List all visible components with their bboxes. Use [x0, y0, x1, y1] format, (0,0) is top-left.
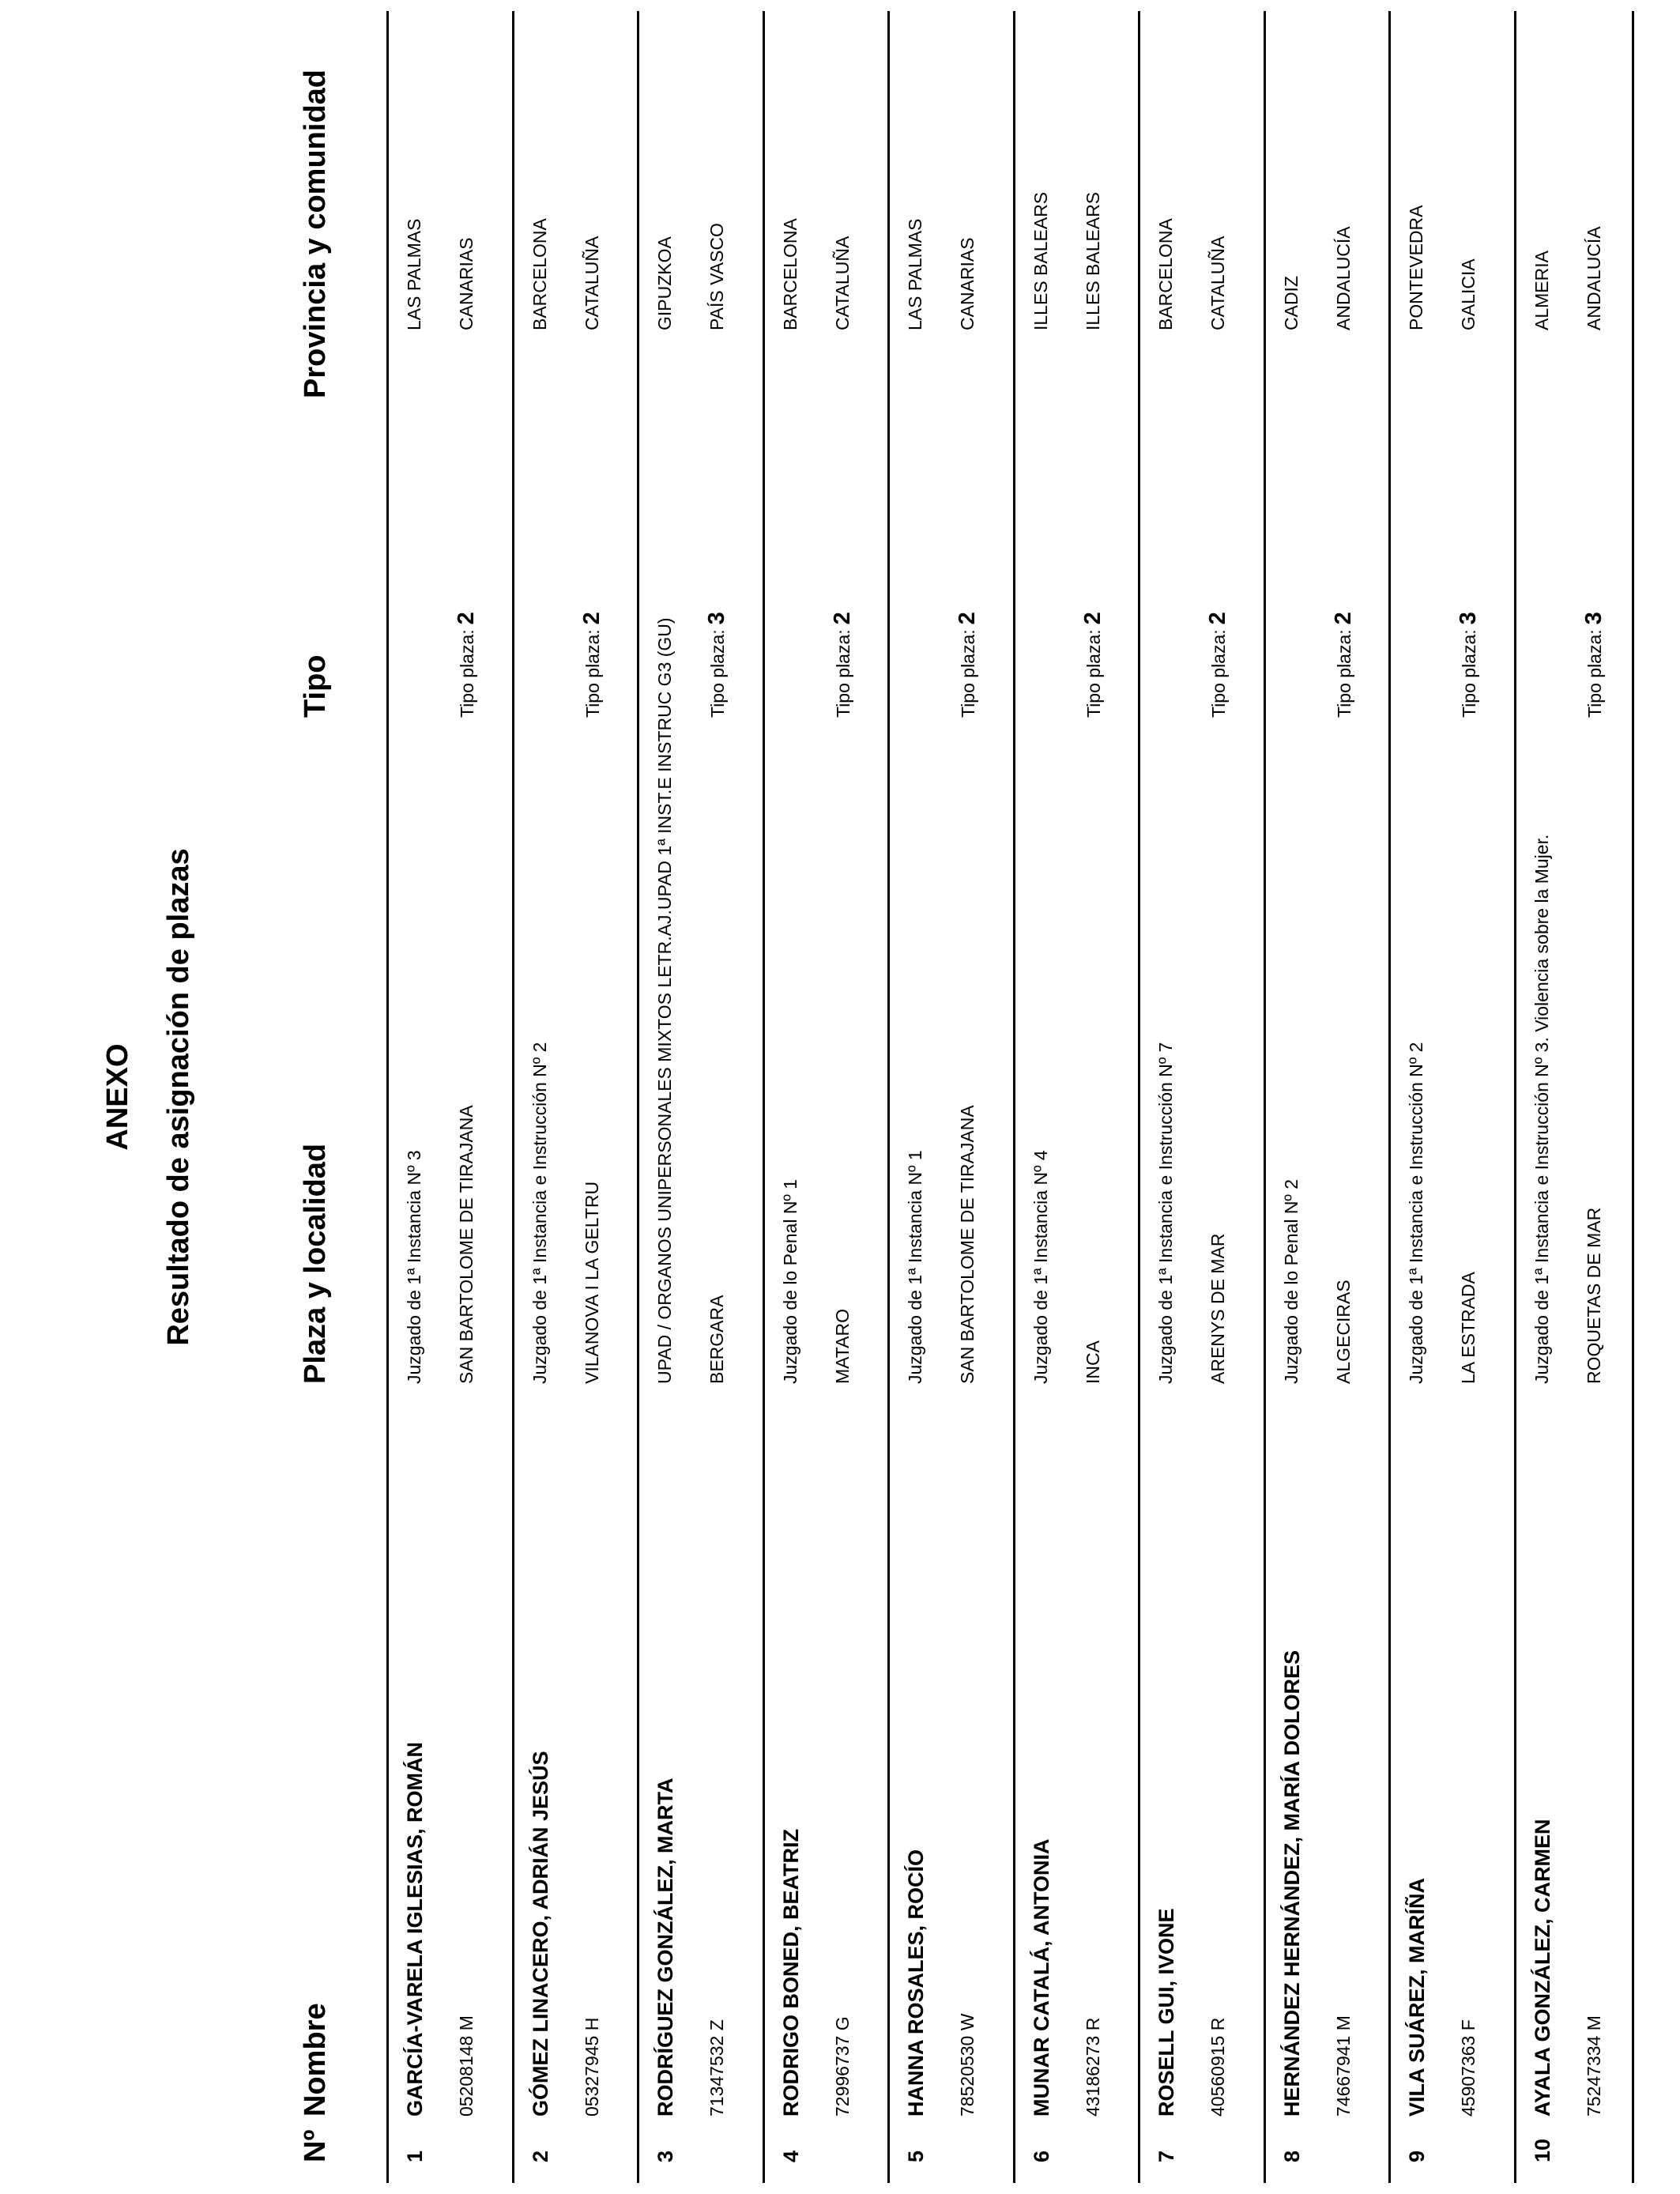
- table-row: [1388, 0, 1512, 2194]
- page-title: ANEXO: [101, 1043, 134, 1151]
- provincia: BARCELONA: [1155, 218, 1176, 330]
- tipo-plaza-label: Tipo plaza:: [457, 629, 477, 718]
- person-id: 71347532 Z: [706, 2019, 727, 2117]
- column-header-nombre: Nombre: [299, 2003, 332, 2117]
- tipo-plaza: [1080, 612, 1106, 718]
- table-row: [1514, 0, 1637, 2194]
- person-name: RODRÍGUEZ GONZÁLEZ, MARTA: [654, 1777, 677, 2117]
- row-divider: [512, 11, 514, 2183]
- person-name: HANNA ROSALES, ROCÍO: [904, 1849, 928, 2117]
- row-divider: [637, 11, 639, 2183]
- tipo-plaza-value: 2: [1205, 612, 1230, 625]
- table-row: [887, 0, 1011, 2194]
- provincia: GIPUZKOA: [654, 236, 675, 330]
- provincia: CADIZ: [1281, 276, 1301, 330]
- person-name: ROSELL GUI, IVONE: [1155, 1908, 1178, 2117]
- table-row: [637, 0, 760, 2194]
- comunidad: ANDALUCÍA: [1333, 226, 1354, 330]
- tipo-plaza-label: Tipo plaza:: [582, 629, 603, 718]
- tipo-plaza-label: Tipo plaza:: [833, 629, 853, 718]
- localidad: BERGARA: [706, 1295, 727, 1384]
- plaza-name: Juzgado de 1ª Instancia Nº 1: [905, 1150, 925, 1384]
- comunidad: PAÍS VASCO: [706, 223, 727, 330]
- page-subtitle: Resultado de asignación de plazas: [162, 848, 195, 1346]
- tipo-plaza: [955, 612, 981, 718]
- comunidad: CANARIAS: [957, 237, 977, 330]
- person-name: MUNAR CATALÁ, ANTONIA: [1030, 1838, 1053, 2117]
- row-number: 2: [529, 2150, 552, 2162]
- comunidad: CATALUÑA: [832, 236, 853, 330]
- localidad: SAN BARTOLOME DE TIRAJANA: [456, 1105, 477, 1384]
- provincia: LAS PALMAS: [404, 218, 424, 330]
- tipo-plaza: [454, 612, 480, 718]
- localidad: ARENYS DE MAR: [1207, 1233, 1228, 1384]
- tipo-plaza-value: 2: [1080, 612, 1106, 625]
- plaza-name: Juzgado de 1ª Instancia e Instrucción Nº 3. Violencia sobre la Mujer.: [1531, 834, 1552, 1384]
- tipo-plaza-value: 3: [1581, 612, 1607, 625]
- person-name: VILA SUÁREZ, MARÍÑA: [1405, 1878, 1429, 2117]
- person-name: GARCÍA-VARELA IGLESIAS, ROMÁN: [403, 1741, 427, 2117]
- plaza-name: Juzgado de 1ª Instancia Nº 3: [404, 1150, 424, 1384]
- localidad: INCA: [1083, 1340, 1103, 1384]
- row-divider: [887, 11, 890, 2183]
- row-number: 8: [1280, 2150, 1304, 2162]
- tipo-plaza-label: Tipo plaza:: [1208, 629, 1229, 718]
- tipo-plaza-value: 3: [704, 612, 729, 625]
- row-divider: [1514, 11, 1516, 2183]
- tipo-plaza: [704, 612, 730, 718]
- tipo-plaza-label: Tipo plaza:: [1083, 629, 1104, 718]
- row-number: 6: [1030, 2150, 1053, 2162]
- plaza-name: Juzgado de 1ª Instancia Nº 4: [1030, 1150, 1051, 1384]
- row-number: 1: [403, 2150, 427, 2162]
- row-divider: [1013, 11, 1015, 2183]
- provincia: ILLES BALEARS: [1030, 191, 1051, 330]
- comunidad: GALICIA: [1458, 258, 1478, 330]
- tipo-plaza-label: Tipo plaza:: [958, 629, 978, 718]
- provincia: ALMERIA: [1531, 251, 1552, 330]
- person-id: 75247334 M: [1584, 2015, 1604, 2117]
- tipo-plaza-value: 2: [830, 612, 855, 625]
- person-name: RODRIGO BONED, BEATRIZ: [779, 1829, 803, 2117]
- plaza-name: Juzgado de 1ª Instancia e Instrucción Nº 2: [529, 1042, 550, 1384]
- tipo-plaza-label: Tipo plaza:: [1459, 629, 1479, 718]
- person-name: AYALA GONZÁLEZ, CARMEN: [1531, 1819, 1554, 2117]
- plaza-name: UPAD / ORGANOS UNIPERSONALES MIXTOS LETR.AJ.UPAD 1ª INST.E INSTRUC G3 (GU): [654, 617, 675, 1384]
- comunidad: ILLES BALEARS: [1083, 191, 1103, 330]
- row-number: 3: [654, 2150, 677, 2162]
- table-row: [763, 0, 886, 2194]
- tipo-plaza-value: 2: [1331, 612, 1356, 625]
- localidad: ROQUETAS DE MAR: [1584, 1207, 1604, 1384]
- person-id: 78520530 W: [957, 2013, 977, 2117]
- tipo-plaza: [1331, 612, 1357, 718]
- provincia: LAS PALMAS: [905, 218, 925, 330]
- column-header-num: Nº: [299, 2129, 332, 2162]
- person-id: 45907363 F: [1458, 2019, 1478, 2117]
- plaza-name: Juzgado de 1ª Instancia e Instrucción Nº 2: [1406, 1042, 1426, 1384]
- localidad: SAN BARTOLOME DE TIRAJANA: [957, 1105, 977, 1384]
- row-divider: [1264, 11, 1266, 2183]
- person-id: 43186273 R: [1083, 2017, 1103, 2117]
- row-number: 5: [904, 2150, 928, 2162]
- tipo-plaza-value: 2: [955, 612, 980, 625]
- comunidad: ANDALUCÍA: [1584, 226, 1604, 330]
- person-name: GÓMEZ LINACERO, ADRIÁN JESÚS: [529, 1751, 552, 2117]
- provincia: BARCELONA: [780, 218, 800, 330]
- tipo-plaza-value: 2: [579, 612, 605, 625]
- tipo-plaza-value: 2: [454, 612, 479, 625]
- person-id: 05327945 H: [582, 2017, 602, 2117]
- comunidad: CATALUÑA: [582, 236, 602, 330]
- comunidad: CANARIAS: [456, 237, 477, 330]
- tipo-plaza: [1205, 612, 1231, 718]
- person-name: HERNÁNDEZ HERNÁNDEZ, MARÍA DOLORES: [1280, 1649, 1304, 2117]
- localidad: MATARO: [832, 1309, 853, 1384]
- table-row: [386, 0, 510, 2194]
- provincia: PONTEVEDRA: [1406, 205, 1426, 330]
- plaza-name: Juzgado de lo Penal Nº 2: [1281, 1178, 1301, 1384]
- tipo-plaza-label: Tipo plaza:: [1334, 629, 1354, 718]
- row-divider: [1388, 11, 1391, 2183]
- row-number: 7: [1155, 2150, 1178, 2162]
- column-header-tipo: Tipo: [299, 654, 332, 718]
- comunidad: CATALUÑA: [1207, 236, 1228, 330]
- plaza-name: Juzgado de lo Penal Nº 1: [780, 1178, 800, 1384]
- localidad: VILANOVA I LA GELTRU: [582, 1181, 602, 1384]
- table-row: [1013, 0, 1136, 2194]
- row-number: 10: [1531, 2138, 1554, 2162]
- column-header-provincia: Provincia y comunidad: [299, 70, 332, 398]
- table-row: [1138, 0, 1261, 2194]
- row-divider: [763, 11, 765, 2183]
- row-divider: [386, 11, 389, 2183]
- tipo-plaza-value: 3: [1456, 612, 1481, 625]
- tipo-plaza-label: Tipo plaza:: [1584, 629, 1605, 718]
- table-row: [1264, 0, 1387, 2194]
- provincia: BARCELONA: [529, 218, 550, 330]
- tipo-plaza: [1581, 612, 1607, 718]
- person-id: 74667941 M: [1333, 2015, 1354, 2117]
- localidad: LA ESTRADA: [1458, 1272, 1478, 1384]
- localidad: ALGECIRAS: [1333, 1280, 1354, 1384]
- person-id: 40560915 R: [1207, 2017, 1228, 2117]
- plaza-name: Juzgado de 1ª Instancia e Instrucción Nº 7: [1155, 1042, 1176, 1384]
- row-divider: [1138, 11, 1140, 2183]
- tipo-plaza: [579, 612, 605, 718]
- table-bottom-rule: [1632, 11, 1634, 2183]
- tipo-plaza: [830, 612, 856, 718]
- table-row: [512, 0, 635, 2194]
- person-id: 72996737 G: [832, 2016, 853, 2117]
- tipo-plaza-label: Tipo plaza:: [707, 629, 728, 718]
- column-header-plaza: Plaza y localidad: [299, 1143, 332, 1384]
- row-number: 9: [1405, 2150, 1429, 2162]
- person-id: 05208148 M: [456, 2015, 477, 2117]
- row-number: 4: [779, 2150, 803, 2162]
- tipo-plaza: [1456, 612, 1482, 718]
